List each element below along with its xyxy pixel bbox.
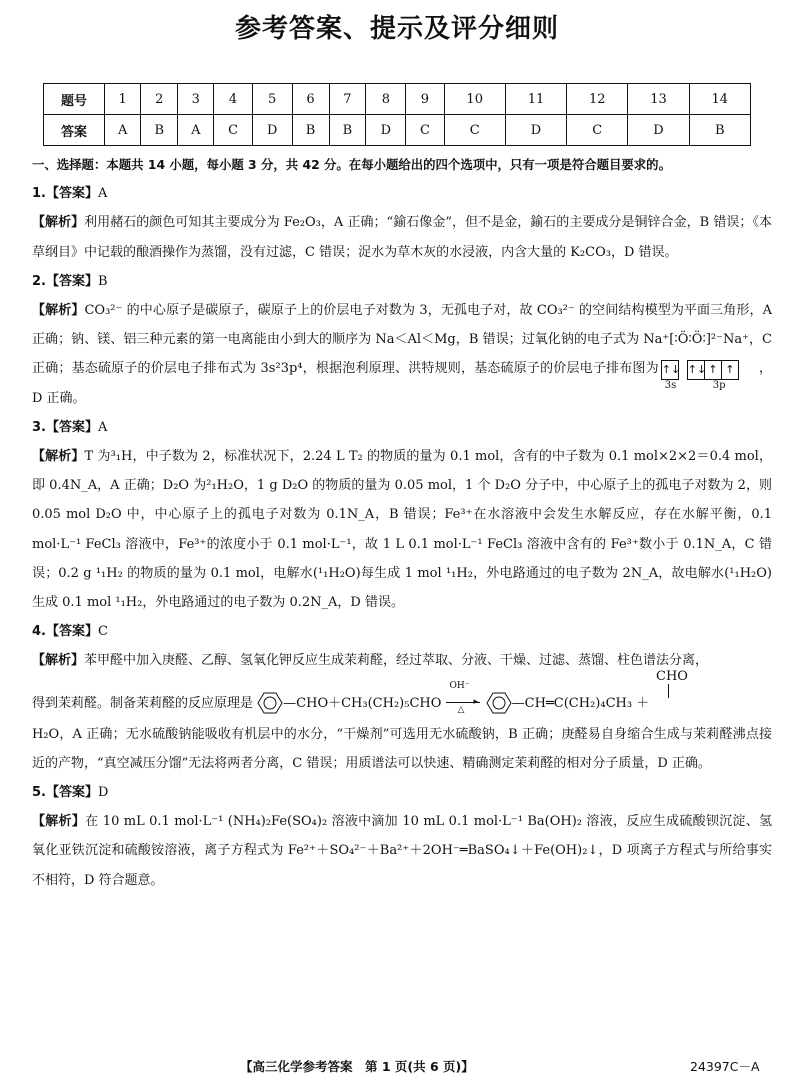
answer-cell: A (105, 115, 141, 146)
footer-page-info: 【高三化学参考答案 第 1 页(共 6 页)】 (240, 1059, 474, 1074)
q2-explanation (32, 296, 772, 413)
answer-table (43, 83, 751, 146)
benzene-ring-icon (486, 691, 512, 715)
question-number-cell: 6 (292, 84, 329, 115)
q5-answer-label: 5.【答案】 (32, 785, 98, 801)
q3-explanation-tag: 【解析】 (32, 449, 85, 465)
answer-cell: B (141, 115, 178, 146)
answer-cell: D (505, 115, 566, 146)
q4-answer (32, 617, 772, 646)
question-number-cell: 12 (567, 84, 628, 115)
q5-answer-value: D (97, 785, 109, 801)
answer-cell: C (567, 115, 628, 146)
question-number-cell: 1 (105, 84, 141, 115)
q5-explanation (32, 807, 772, 895)
page-title: 参考答案、提示及评分细则 (234, 14, 559, 44)
reaction-condition-catalyst: OH⁻ (449, 681, 470, 692)
explanations (32, 150, 772, 895)
q2-explanation-text: CO₃²⁻ 的中心原子是碳原子，碳原子上的价层电子对数为 3，无孤电子对，故 CO₃²⁻ 的空间结构模型为平面三角形，A 正确；钠、镁、铝三种元素的第一电离能由小到大的顺序为 Na＜Al＜Mg，B 错误；过氧化钠的电子式为 Na⁺[∶Ö∶Ö∶]²⁻Na⁺，C 正确；基态硫原子的价层电子排布式为 3s²3p⁴，根据泡利原理、洪特规则，基态硫原子的价层电子排布图为 (32, 303, 772, 377)
q3-explanation-text: T 为³₁H，中子数为 2，标准状况下，2.24 L T₂ 的物质的量为 0.1 mol，含有的中子数为 0.1 mol×2×2＝0.4 mol，即 0.4N_A，A 正确；D₂O 为²₁H₂O，1 g D₂O 的物质的量为 0.05 mol，1 个 D₂O 分子中，中心原子上的孤电子对数为 2，则 0.05 mol D₂O 中，中心原子上的孤电子对数为 0.1N_A，B 错误；Fe³⁺在水溶液中会发生水解反应，存在水解平衡，0.1 mol·L⁻¹ FeCl₃ 溶液中，Fe³⁺的浓度小于 0.1 mol·L⁻¹，故 1 L 0.1 mol·L⁻¹ FeCl₃ 溶液中含有的 Fe³⁺数小于 0.1N_A，C 错误；0.2 g ¹₁H₂ 的物质的量为 0.1 mol，电解水(¹₁H₂O)每生成 1 mol ¹₁H₂，外电路通过的电子数为 2N_A，故电解水(¹₁H₂O)生成 0.1 mol ¹₁H₂，外电路通过的电子数为 0.2N_A，D 错误。 (32, 449, 772, 611)
question-number-cell: 8 (366, 84, 406, 115)
q4-explanation-cont: H₂O，A 正确；无水硫酸钠能吸收有机层中的水分，“干燥剂”可选用无水硫酸钠，B 正确；庚醛易自身缩合生成与茉莉醛沸点接近的产物，“真空减压分馏”无法将两者分离，C 错误；用质谱法可以快速、精确测定茉莉醛的相对分子质量，D 正确。 (32, 726, 772, 771)
q2-explanation-tail: ，D 正确。 (32, 361, 772, 406)
q2-answer-value: B (97, 273, 108, 289)
question-number-cell: 4 (214, 84, 252, 115)
q4-reaction-line (32, 668, 772, 720)
section-heading: 一、选择题：本题共 14 小题，每小题 3 分，共 42 分。在每小题给出的四个选项中，只有一项是符合题目要求的。 (32, 157, 671, 172)
question-number-cell: 13 (628, 84, 689, 115)
question-number-cell: 9 (406, 84, 444, 115)
answer-cell: D (252, 115, 292, 146)
q4-cho-group: CHO (656, 668, 688, 684)
q5-explanation-text: 在 10 mL 0.1 mol·L⁻¹ (NH₄)₂Fe(SO₄)₂ 溶液中滴加 10 mL 0.1 mol·L⁻¹ Ba(OH)₂ 溶液，反应生成硫酸钡沉淀、氢氧化亚铁沉淀和硫酸铵溶液，离子方程式为 Fe²⁺＋SO₄²⁻＋Ba²⁺＋2OH⁻═BaSO₄↓＋Fe(OH)₂↓，D 项离子方程式与所给事实不相符，D 符合题意。 (32, 814, 772, 888)
question-number-row (44, 84, 751, 115)
benzene-ring-icon (257, 691, 283, 715)
q1-answer-label: 1.【答案】 (32, 186, 98, 202)
answer-cell: C (214, 115, 252, 146)
answer-cell: D (628, 115, 689, 146)
reaction-arrow (446, 681, 482, 716)
q3-answer (32, 413, 772, 442)
orbital-3s-label: 3s (664, 379, 677, 391)
q2-explanation-tag: 【解析】 (32, 303, 85, 319)
q5-explanation-tag: 【解析】 (32, 814, 86, 830)
answer-cell: B (292, 115, 329, 146)
question-number-cell: 11 (505, 84, 566, 115)
q2-answer-label: 2.【答案】 (32, 273, 98, 289)
q2-answer (32, 267, 772, 296)
q4-answer-label: 4.【答案】 (32, 624, 98, 640)
question-number-cell: 5 (252, 84, 292, 115)
q1-answer-value: A (97, 186, 108, 202)
q4-explanation-tag: 【解析】 (32, 653, 85, 669)
orbital-3p-label: 3p (712, 379, 726, 391)
answer-cell: D (366, 115, 406, 146)
footer-code: 24397C－A (690, 1059, 760, 1074)
q3-explanation (32, 442, 772, 617)
q4-cho-bond (668, 684, 669, 698)
reaction-condition-heat: △ (457, 705, 465, 716)
q3-answer-label: 3.【答案】 (32, 419, 98, 435)
orbital-diagram (661, 356, 757, 391)
arrow-head-icon: ▸ (473, 697, 479, 708)
answer-cell: C (406, 115, 444, 146)
question-number-cell: 10 (444, 84, 505, 115)
q4-reactants: —CHO＋CH₃(CH₂)₅CHO (283, 695, 442, 711)
orbital-3p-box: ↑↓ (687, 360, 705, 380)
answer-cell: A (178, 115, 214, 146)
question-number-cell: 3 (178, 84, 214, 115)
q4-answer-value: C (97, 624, 108, 640)
q1-explanation-text: 利用赭石的颜色可知其主要成分为 Fe₂O₃，A 正确；“鍮石像金”，但不是金，鍮石的主要成分是铜锌合金，B 错误；《本草纲目》中记载的酿酒操作为蒸馏，没有过滤，C 错误；浞水为草木灰的水浸液，内含大量的 K₂CO₃，D 错误。 (32, 215, 772, 260)
question-number-cell: 14 (689, 84, 750, 115)
q3-answer-value: A (97, 419, 108, 435)
answer-cell: B (689, 115, 750, 146)
q5-answer (32, 778, 772, 807)
orbital-3p-box: ↑ (705, 360, 722, 380)
orbital-3p-box: ↑ (722, 360, 739, 380)
question-header: 题号 (44, 84, 105, 115)
q1-explanation (32, 208, 772, 266)
q1-answer (32, 179, 772, 208)
question-number-cell: 2 (141, 84, 178, 115)
q1-explanation-tag: 【解析】 (32, 215, 85, 231)
q4-products: —CH═C(CH₂)₄CH₃ ＋ (511, 695, 650, 711)
answer-row (44, 115, 751, 146)
question-number-cell: 7 (329, 84, 366, 115)
answer-cell: B (329, 115, 366, 146)
answer-header: 答案 (44, 115, 105, 146)
q4-explanation-text: 苯甲醛中加入庚醛、乙醇、氢氧化钾反应生成茉莉醛，经过萃取、分液、干燥、过滤、蒸馏、柱色谱法分离， (84, 653, 709, 669)
orbital-3s-box: ↑↓ (661, 360, 679, 380)
answer-cell: C (444, 115, 505, 146)
q4-reaction-intro: 得到茉莉醛。制备茉莉醛的反应原理是 (32, 695, 254, 711)
